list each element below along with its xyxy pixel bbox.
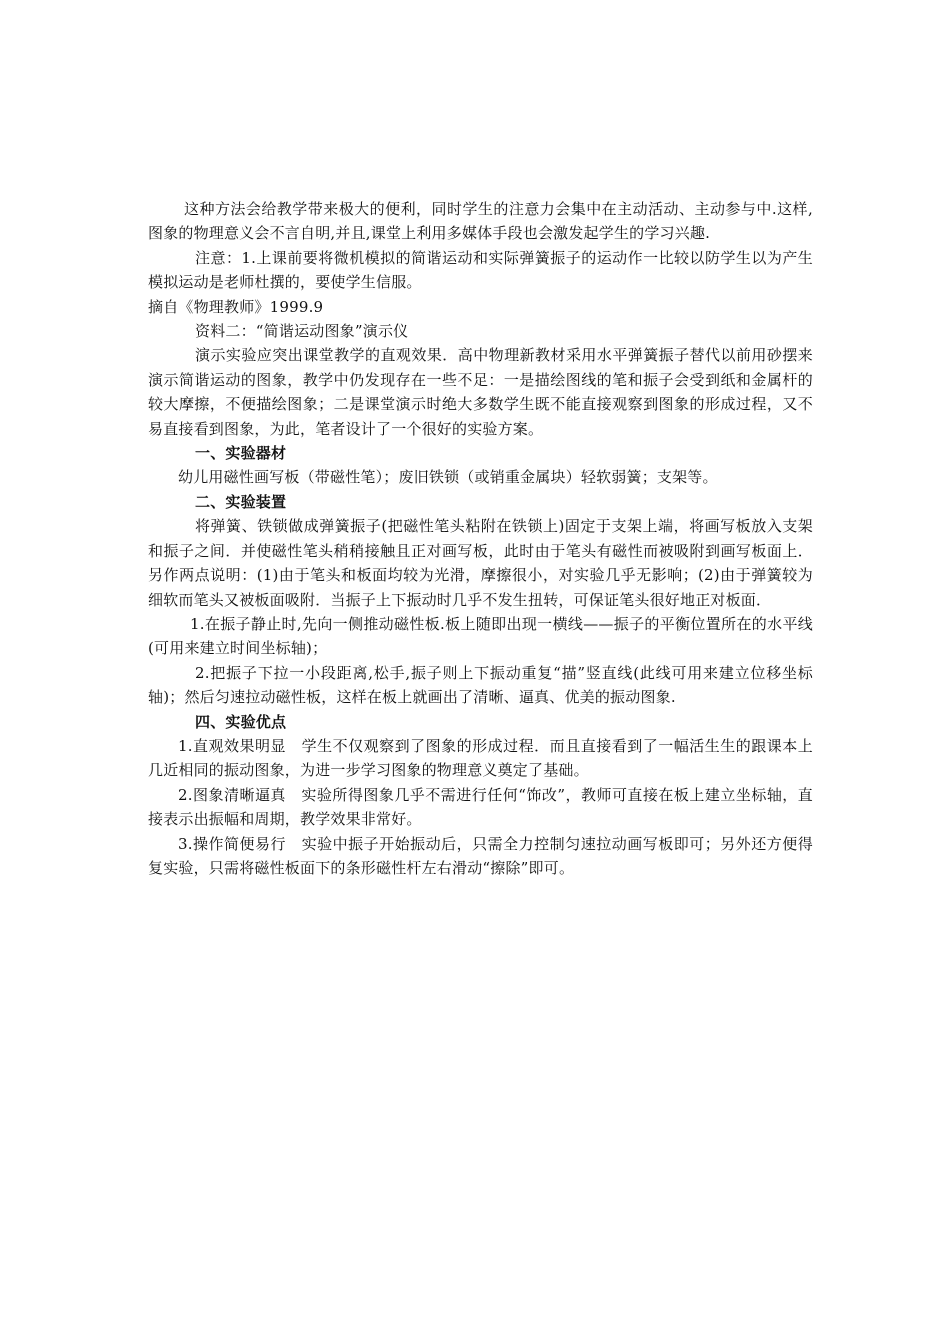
paragraph-setup: 将弹簧、铁锁做成弹簧振子(把磁性笔头粘附在铁锁上)固定于支架上端，将画写板放入支架和振子之间．并使磁性笔头稍稍接触且正对画写板，此时由于笔头有磁性而被吸附到画写板面上．另作两点说明：(1)由于笔头和板面均较为光滑，摩擦很小，对实验几乎无影响；(2)由于弹簧较为细软而笔头又被板面吸附．当振子上下振动时几乎不发生扭转，可保证笔头很好地正对板面． bbox=[148, 517, 813, 609]
paragraph-advantage-one: 1.直观效果明显 学生不仅观察到了图象的形成过程．而且直接看到了一幅活生生的跟课本上几近相同的振动图象，为进一步学习图象的物理意义奠定了基础。 bbox=[148, 736, 813, 780]
source-citation: 摘自《物理教师》1999.9 bbox=[148, 297, 324, 316]
paragraph-equipment: 幼儿用磁性画写板（带磁性笔）；废旧铁锁（或销重金属块）轻软弱簧；支架等。 bbox=[178, 468, 718, 487]
paragraph-intro: 这种方法会给教学带来极大的便利，同时学生的注意力会集中在主动活动、主动参与中.这样,图象的物理意义会不言自明,并且,课堂上利用多媒体手段也会激发起学生的学习兴趣. bbox=[148, 200, 813, 243]
paragraph-note: 注意：1.上课前要将微机模拟的简谐运动和实际弹簧振子的运动作一比较以防学生以为产生模拟运动是老师杜撰的，要使学生信服。 bbox=[148, 248, 813, 292]
paragraph-advantage-three: 3.操作简便易行 实验中振子开始振动后，只需全力控制匀速拉动画写板即可；另外还方便得复实验，只需将磁性板面下的条形磁性杆左右滑动“擦除”即可。 bbox=[148, 834, 813, 877]
section-heading-equipment: 一、实验器材 bbox=[195, 444, 287, 463]
paragraph-step-one: 1.在振子静止时,先向一侧推动磁性板.板上随即出现一横线——振子的平衡位置所在的水平线(可用来建立时间坐标轴)； bbox=[148, 614, 813, 658]
paragraph-demo-intro: 演示实验应突出课堂教学的直观效果．高中物理新教材采用水平弹簧振子替代以前用砂摆来演示简谐运动的图象，教学中仍发现存在一些不足：一是描绘图线的笔和振子会受到纸和金属杆的较大摩擦，不便描绘图象；二是课堂演示时绝大多数学生既不能直接观察到图象的形成过程，又不易直接看到图象，为此，笔者设计了一个很好的实验方案。 bbox=[148, 346, 813, 438]
section-heading-setup: 二、实验装置 bbox=[195, 492, 287, 511]
section-heading-advantages: 四、实验优点 bbox=[195, 712, 287, 731]
paragraph-step-two: 2.把振子下拉一小段距离,松手,振子则上下振动重复“描”竖直线(此线可用来建立位移坐标轴)；然后匀速拉动磁性板，这样在板上就画出了清晰、逼真、优美的振动图象. bbox=[148, 663, 813, 707]
document-body bbox=[148, 197, 813, 880]
material-two-title: 资料二：“简谐运动图象”演示仪 bbox=[195, 322, 409, 341]
paragraph-advantage-two: 2.图象清晰逼真 实验所得图象几乎不需进行任何“饰改”，教师可直接在板上建立坐标轴，直接表示出振幅和周期，教学效果非常好。 bbox=[148, 785, 813, 829]
